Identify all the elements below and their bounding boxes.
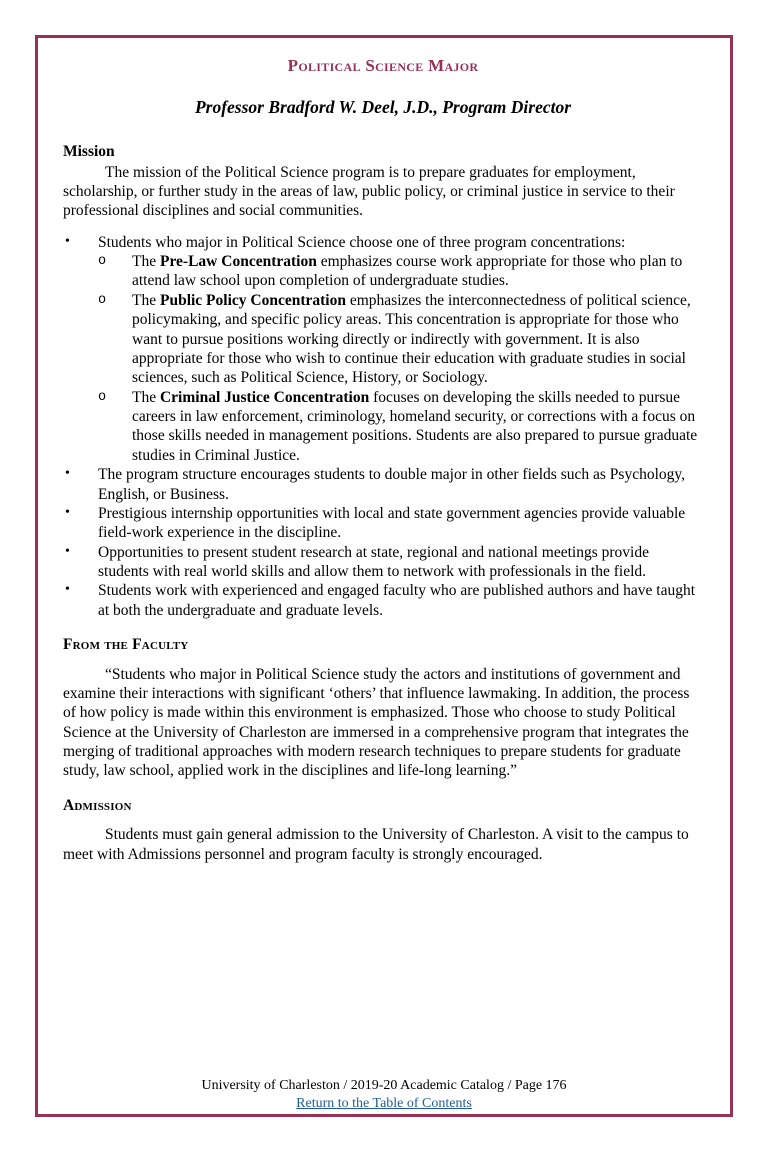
list-item-text: Students who major in Political Science choose one of three program concentrations:: [98, 233, 626, 251]
bullet-icon: •: [65, 466, 70, 482]
list-item-sub: [63, 291, 703, 388]
list-item-text: The Pre-Law Concentration emphasizes course work appropriate for those who plan to attend law school upon completion of undergraduate studies.: [132, 253, 683, 290]
return-to-toc-link[interactable]: Return to the Table of Contents: [296, 1096, 472, 1112]
list-item-sub: [63, 252, 703, 291]
list-item-sub: [63, 388, 703, 466]
concentration-name: Criminal Justice Concentration: [159, 388, 370, 406]
concentration-name: Public Policy Concentration: [159, 291, 346, 309]
page-footer: [38, 1077, 730, 1113]
list-item: [63, 504, 703, 543]
bullet-icon: •: [65, 233, 70, 249]
faculty-paragraph: “Students who major in Political Science study the actors and institutions of government and examine their interactions with significant ‘others’ that influence lawmaking. In addition, the process of how policy is made within this environment is emphasized. Those who choose to study Political Science at the University of Charleston are immersed in a comprehensive program that integrates the merging of traditional approaches with modern research techniques to prepare students for graduate study, law school, applied work in the disciplines and life-long learning.”: [63, 665, 690, 780]
list-item: [63, 543, 703, 582]
bullet-icon: •: [65, 504, 70, 520]
circle-bullet-icon: o: [98, 292, 107, 308]
mission-heading: Mission: [63, 143, 115, 161]
footer-catalog-info: University of Charleston / 2019-20 Academic Catalog / Page 176: [201, 1078, 567, 1094]
list-item-text: Prestigious internship opportunities with local and state government agencies provide valuable field-work experience in the discipline.: [98, 504, 686, 542]
page-border: [35, 35, 733, 1117]
list-item-text: Students work with experienced and engaged faculty who are published authors and have taught at both the undergraduate and graduate levels.: [98, 582, 695, 619]
concentration-name: Pre-Law Concentration: [159, 253, 317, 270]
program-bullet-list: [63, 233, 703, 621]
list-item-text: The Criminal Justice Concentration focuses on developing the skills needed to pursue careers in law enforcement, criminology, homeland security, or corrections with a focus on those skills needed in management positions. Students are also prepared to pursue graduate studies in Criminal Justice.: [132, 388, 698, 464]
faculty-heading: From the Faculty: [63, 636, 189, 654]
admission-heading: Admission: [63, 796, 132, 814]
program-director-line: Professor Bradford W. Deel, J.D., Program Director: [194, 97, 572, 118]
page-title: Political Science Major: [287, 56, 479, 75]
list-item: [63, 465, 703, 504]
list-item-text: The program structure encourages students to double major in other fields such as Psychology, English, or Business.: [98, 466, 685, 503]
circle-bullet-icon: o: [98, 389, 107, 405]
bullet-icon: •: [65, 582, 70, 598]
mission-paragraph: The mission of the Political Science program is to prepare graduates for employment, scholarship, or further study in the areas of law, public policy, or criminal justice in service to their professional disciplines and social communities.: [63, 163, 675, 220]
list-item: [63, 581, 703, 620]
circle-bullet-icon: o: [98, 254, 107, 269]
list-item-text: The Public Policy Concentration emphasizes the interconnectedness of political science, policymaking, and specific policy areas. This concentration is appropriate for those who want to pursue positions working directly or indirectly with government. It is also appropriate for those who wish to continue their education with graduate studies in social sciences, such as Political Science, History, or Sociology.: [132, 291, 691, 387]
admission-paragraph: Students must gain general admission to the University of Charleston. A visit to the campus to meet with Admissions personnel and program faculty is strongly encouraged.: [63, 826, 689, 863]
page-content: [38, 38, 730, 864]
list-item-text: Opportunities to present student research at state, regional and national meetings provide students with real world skills and allow them to network with professionals in the field.: [98, 543, 649, 580]
bullet-icon: •: [65, 543, 70, 559]
list-item: [63, 233, 703, 252]
